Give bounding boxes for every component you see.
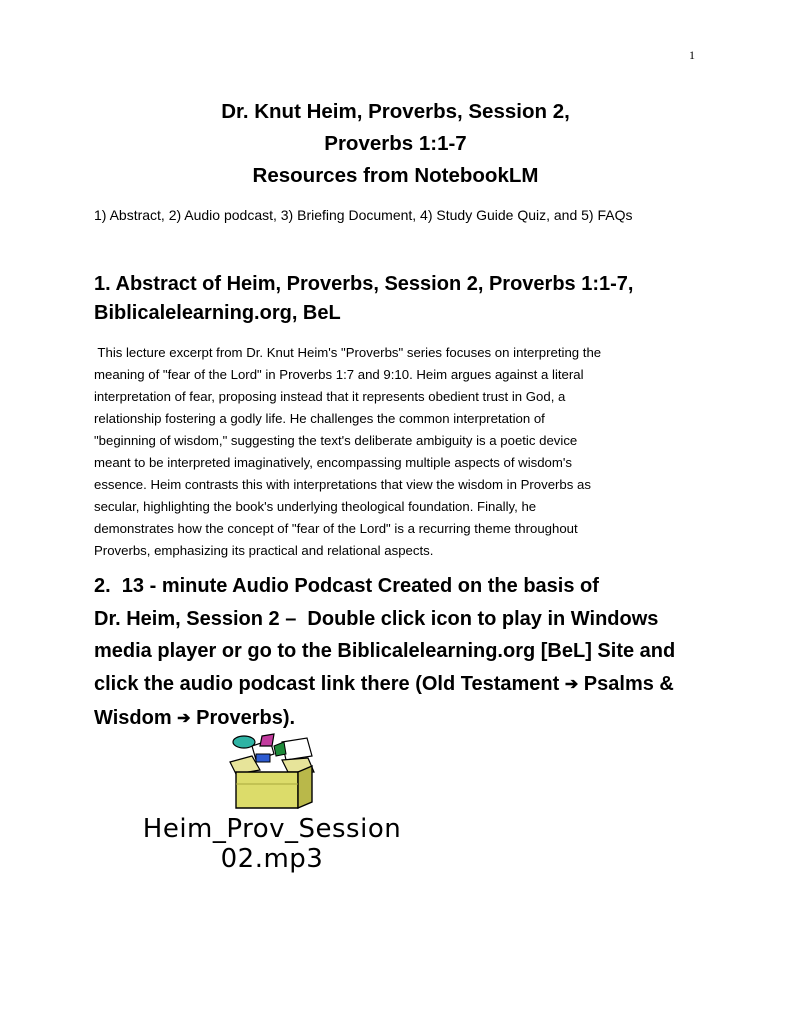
- abstract-line: meant to be interpreted imaginatively, encompassing multiple aspects of wisdom's: [94, 455, 572, 470]
- audio-file-label[interactable]: [92, 814, 452, 874]
- abstract-line: Proverbs, emphasizing its practical and relational aspects.: [94, 543, 434, 558]
- section-1-heading: [94, 270, 714, 328]
- section-2-heading-line-2: Dr. Heim, Session 2 – Double click icon to play in Windows: [94, 607, 659, 630]
- section-2-heading: [94, 570, 714, 737]
- abstract-line: demonstrates how the concept of "fear of the Lord" is a recurring theme throughout: [94, 521, 578, 536]
- abstract-line: essence. Heim contrasts this with interpretations that view the wisdom in Proverbs as: [94, 477, 591, 492]
- audio-file-label-line-2: 02.mp3: [220, 844, 324, 874]
- section-2-heading-line-1: 2. 13 - minute Audio Podcast Created on the basis of: [94, 575, 599, 597]
- contents-line: 1) Abstract, 2) Audio podcast, 3) Briefing Document, 4) Study Guide Quiz, and 5) FAQs: [94, 207, 633, 223]
- abstract-line: "beginning of wisdom," suggesting the text's deliberate ambiguity is a poetic device: [94, 433, 578, 448]
- section-1-heading-line-2: Biblicalelearning.org, BeL: [94, 302, 341, 324]
- section-2-heading-line-3: media player or go to the Biblicalelearning.org [BeL] Site and: [94, 640, 676, 662]
- audio-file-label-line-1: Heim_Prov_Session: [142, 814, 402, 844]
- abstract-line: secular, highlighting the book's underlying theological foundation. Finally, he: [94, 499, 537, 514]
- section-2-line-4-text-end: Psalms &: [578, 672, 674, 695]
- package-icon[interactable]: [212, 732, 330, 812]
- abstract-line: interpretation of fear, proposing instead that it represents obedient trust in God, a: [94, 389, 566, 404]
- right-arrow-icon: ➔: [564, 675, 579, 693]
- section-1-heading-line-1: 1. Abstract of Heim, Proverbs, Session 2, Proverbs 1:1-7,: [94, 273, 634, 295]
- title-line-2: Proverbs 1:1-7: [324, 132, 467, 155]
- section-2-heading-line-4: [94, 668, 714, 703]
- page-number: 1: [689, 48, 695, 62]
- right-arrow-icon: ➔: [177, 710, 191, 727]
- title-line-1: Dr. Knut Heim, Proverbs, Session 2,: [221, 100, 570, 123]
- title-line-3: Resources from NotebookLM: [252, 164, 539, 187]
- abstract-line: This lecture excerpt from Dr. Knut Heim's "Proverbs" series focuses on interpreting the: [94, 345, 602, 360]
- document-title: [0, 96, 791, 192]
- section-2-line-5-text: Wisdom: [94, 707, 178, 729]
- abstract-paragraph: [94, 342, 694, 562]
- abstract-line: meaning of "fear of the Lord" in Proverbs 1:7 and 9:10. Heim argues against a literal: [94, 367, 584, 382]
- section-2-line-5-text-end: Proverbs).: [190, 707, 296, 729]
- abstract-line: relationship fostering a godly life. He challenges the common interpretation of: [94, 411, 545, 426]
- audio-file-icon-link[interactable]: [92, 732, 452, 882]
- section-2-line-4-text: click the audio podcast link there (Old Testament: [94, 672, 565, 695]
